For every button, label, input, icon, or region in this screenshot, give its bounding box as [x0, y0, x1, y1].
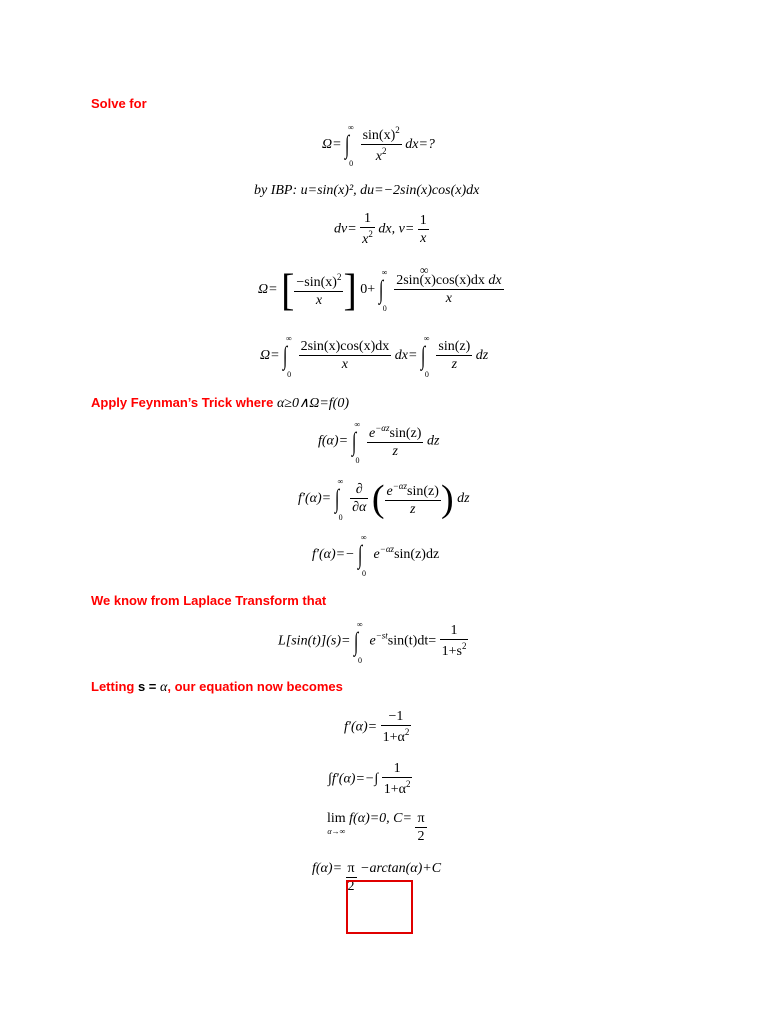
- equation-f-prime-result: f′(α)= $\frac{-1}{1+\alpha^2}$: [344, 709, 410, 745]
- equation-ibp: by IBP: u=sin(x)², du=−2sin(x)cos(x)dx: [254, 183, 480, 198]
- equation-f-prime-derivative: f′(α)= ∫ ∞ 0 $\frac{\partial}{\partial\alpha}$ ( $\frac{e^{-\alpha z}\sin(z)}{z}$ ) dz: [298, 477, 470, 522]
- equation-f-prime-simplified: f′(α)=− ∫ ∞ 0 $e^{-\alpha z}\sin(z)dz$: [312, 533, 440, 578]
- eq4-infinity: ∞: [420, 263, 429, 277]
- eq1-rhs: dx=?: [405, 137, 435, 153]
- equation-final: f(α)= $\frac{\pi}{2}$ −arctan(α)+C: [312, 861, 442, 894]
- heading-solve-for: Solve for: [91, 96, 147, 111]
- heading-letting: Letting s = α, our equation now becomes: [91, 679, 343, 695]
- heading-feynman: Apply Feynman’s Trick where α≥0∧Ω=f(0): [91, 395, 350, 411]
- equation-substitution: Ω= ∫ ∞ 0 $\frac{2\sin(x)\cos(x)dx}{x}$ dx= ∫ ∞ 0 $\frac{\sin(z)}{z}$ dz: [260, 334, 489, 379]
- eq1-lhs: Ω=: [322, 137, 342, 153]
- equation-ibp-result: Ω= [ $\frac{-\sin(x)^2}{x}$ ] 0+ ∫ ∞ 0 $\frac{\text{2sin(x)cos(x)dx dx}}{x}$: [258, 264, 502, 315]
- red-highlight-box: [346, 880, 413, 934]
- equation-f-alpha: f(α)= ∫ ∞ 0 $\frac{e^{-\alpha z}\sin(z)}{z}$ dz: [318, 419, 440, 465]
- equation-laplace: L[sin(t)](s)= ∫ ∞ 0 $e^{-st}\sin(t)dt=$ $\frac{1}{1+s^2}$: [278, 619, 467, 665]
- heading-laplace: We know from Laplace Transform that: [91, 593, 327, 608]
- integral-sign: ∫ ∞ 0: [345, 123, 354, 168]
- equation-dv: dv= $\frac{1}{x^2}$ dx, v= $\frac{1}{x}$: [334, 211, 427, 247]
- eq1-fraction: $\frac{\sin(x)^2}{x^2}$: [362, 125, 400, 164]
- equation-omega-definition: [322, 123, 435, 168]
- equation-integrate-both: ∫f′(α)=−∫ $\frac{1}{1+\alpha^2}$: [328, 761, 411, 797]
- equation-limit: lim α→∞ f(α)=0, C= $\frac{\pi}{2}$: [327, 811, 425, 844]
